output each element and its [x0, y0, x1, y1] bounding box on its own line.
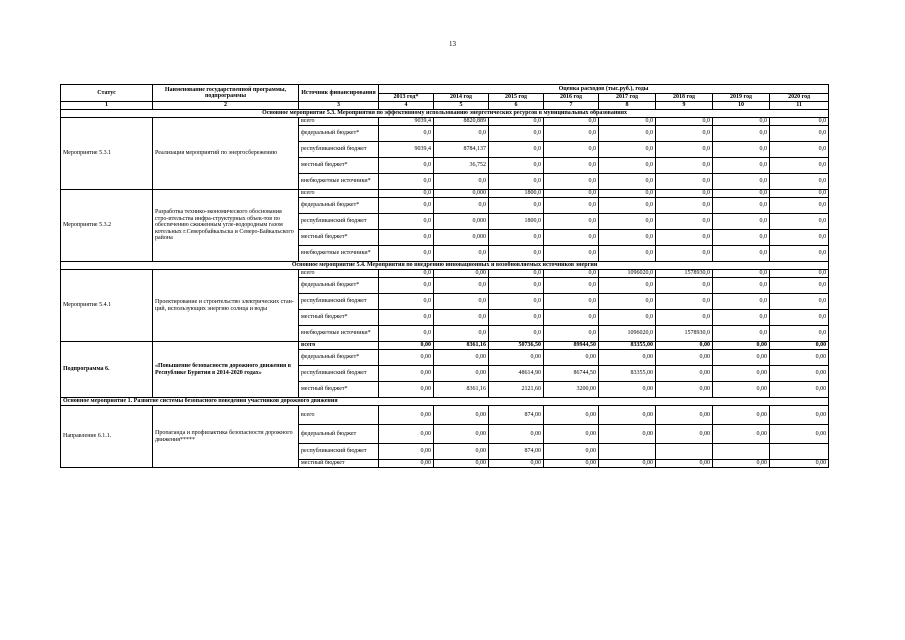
value-cell: 0,00	[656, 460, 713, 468]
value-cell: 0,0	[379, 278, 434, 294]
value-cell: 8784,137	[434, 142, 489, 158]
value-cell: 0,0	[770, 214, 829, 230]
header-col-number: 4	[379, 102, 434, 110]
value-cell: 0,00	[379, 425, 434, 444]
value-cell: 0,0	[544, 214, 599, 230]
header-estimate: Оценка расходов (тыс.руб.), годы	[379, 85, 829, 94]
funding-source-cell: федеральный бюджет*	[299, 198, 379, 214]
value-cell: 0,0	[434, 294, 489, 310]
section-row	[61, 110, 829, 118]
value-cell: 0,0	[713, 190, 770, 198]
value-cell: 0,0	[489, 174, 544, 190]
funding-source-cell: внебюджетные источники*	[299, 246, 379, 262]
value-cell: 0,00	[713, 382, 770, 398]
value-cell: 0,0	[379, 230, 434, 246]
value-cell: 0,00	[713, 366, 770, 382]
value-cell: 0,0	[544, 310, 599, 326]
value-cell: 0,00	[434, 460, 489, 468]
value-cell: 0,00	[379, 366, 434, 382]
value-cell: 0,0	[713, 214, 770, 230]
value-cell: 0,00	[656, 406, 713, 425]
value-cell: 0,0	[379, 326, 434, 342]
value-cell: 48614,90	[489, 366, 544, 382]
value-cell: 0,0	[599, 198, 656, 214]
section-row	[61, 262, 829, 270]
value-cell: 0,0	[379, 214, 434, 230]
funding-source-cell: республиканский бюджет	[299, 142, 379, 158]
value-cell: 0,0	[489, 326, 544, 342]
value-cell: 0,0	[770, 326, 829, 342]
value-cell: 0,0	[599, 142, 656, 158]
value-cell: 0,0	[656, 174, 713, 190]
header-status: Статус	[61, 85, 153, 102]
value-cell: 0,0	[489, 310, 544, 326]
value-cell: 83355,00	[599, 342, 656, 350]
value-cell: 0,00	[656, 366, 713, 382]
value-cell: 0,0	[434, 326, 489, 342]
value-cell: 0,00	[713, 460, 770, 468]
value-cell: 0,0	[544, 294, 599, 310]
value-cell: 0,00	[544, 460, 599, 468]
value-cell: 0,0	[379, 174, 434, 190]
value-cell: 0,0	[544, 230, 599, 246]
status-cell: Мероприятие 5.4.1	[61, 270, 153, 342]
value-cell: 0,00	[770, 460, 829, 468]
funding-source-cell: республиканский бюджет	[299, 366, 379, 382]
value-cell: 0,0	[656, 310, 713, 326]
header-year: 2014 год	[434, 94, 489, 102]
value-cell: 0,0	[379, 190, 434, 198]
value-cell: 0,00	[599, 460, 656, 468]
value-cell: 0,0	[489, 246, 544, 262]
value-cell: 0,0	[713, 270, 770, 278]
value-cell: 0,0	[544, 158, 599, 174]
value-cell: 874,00	[489, 444, 544, 460]
value-cell: 0,00	[434, 350, 489, 366]
funding-source-cell: всего	[299, 406, 379, 425]
value-cell: 0,0	[713, 294, 770, 310]
header-col-number: 5	[434, 102, 489, 110]
value-cell: 0,0	[599, 230, 656, 246]
value-cell: 0,0	[770, 174, 829, 190]
value-cell: 0,00	[599, 382, 656, 398]
value-cell: 0,0	[544, 118, 599, 126]
header-col-number: 6	[489, 102, 544, 110]
value-cell: 0,0	[544, 326, 599, 342]
value-cell: 0,0	[770, 118, 829, 126]
value-cell: 0,0	[599, 126, 656, 142]
header-year: 2016 год	[544, 94, 599, 102]
header-col-number: 2	[153, 102, 299, 110]
funding-source-cell: местный бюджет*	[299, 230, 379, 246]
value-cell: 89944,50	[544, 342, 599, 350]
value-cell: 0,0	[713, 118, 770, 126]
funding-source-cell: республиканский бюджет	[299, 294, 379, 310]
value-cell: 0,0	[379, 158, 434, 174]
value-cell: 0,0	[656, 230, 713, 246]
value-cell: 0,0	[770, 198, 829, 214]
header-program-name: Наименование государственной программы, подпрограммы	[153, 85, 299, 102]
value-cell: 1800,0	[489, 214, 544, 230]
value-cell	[599, 444, 656, 460]
value-cell: 0,0	[599, 118, 656, 126]
section-title: Основное мероприятие 5.4. Мероприятия по внедрению инновационных и возобновляемых источников энергии	[61, 262, 829, 270]
value-cell: 0,0	[713, 326, 770, 342]
header-col-number: 9	[656, 102, 713, 110]
section-title: Основное мероприятие 5.3. Мероприятия по эффективному использованию энергетических ресурсов в муниципальных образованиях	[61, 110, 829, 118]
value-cell: 0,00	[656, 350, 713, 366]
value-cell: 0,0	[599, 310, 656, 326]
value-cell: 0,0	[599, 294, 656, 310]
table-row	[61, 118, 829, 126]
program-name-cell: Реализация мероприятий по энергосбережению	[153, 118, 299, 190]
funding-source-cell: всего	[299, 270, 379, 278]
status-cell: Мероприятие 5.3.2	[61, 190, 153, 262]
value-cell: 0,0	[379, 270, 434, 278]
value-cell: 0,0	[770, 126, 829, 142]
value-cell: 0,0	[656, 158, 713, 174]
value-cell: 1578930,0	[656, 270, 713, 278]
value-cell: 0,0	[656, 214, 713, 230]
header-year: 2017 год	[599, 94, 656, 102]
value-cell: 0,00	[599, 425, 656, 444]
value-cell: 86744,50	[544, 366, 599, 382]
value-cell: 0,0	[544, 126, 599, 142]
value-cell: 8361,16	[434, 382, 489, 398]
section-title: Основное мероприятие 1. Развитие системы безопасного поведения участников дорожного движения	[61, 398, 829, 406]
value-cell: 0,0	[656, 246, 713, 262]
value-cell: 0,0	[713, 310, 770, 326]
value-cell: 0,0	[656, 126, 713, 142]
value-cell: 0,00	[770, 342, 829, 350]
value-cell: 0,00	[656, 425, 713, 444]
status-cell: Подпрограмма 6.	[61, 342, 153, 398]
value-cell: 0,0	[489, 118, 544, 126]
value-cell: 0,00	[379, 406, 434, 425]
header-year: 2013 год*	[379, 94, 434, 102]
header-year: 2020 год	[770, 94, 829, 102]
value-cell: 0,00	[770, 366, 829, 382]
value-cell: 0,00	[713, 342, 770, 350]
value-cell: 0,00	[434, 425, 489, 444]
header-year: 2015 год	[489, 94, 544, 102]
value-cell: 0,000	[434, 230, 489, 246]
value-cell: 0,0	[770, 278, 829, 294]
value-cell: 0,00	[434, 270, 489, 278]
header-col-number: 1	[61, 102, 153, 110]
value-cell: 0,0	[656, 190, 713, 198]
value-cell: 0,0	[489, 230, 544, 246]
value-cell: 36,752	[434, 158, 489, 174]
value-cell: 0,00	[379, 350, 434, 366]
value-cell: 0,0	[656, 294, 713, 310]
value-cell: 0,0	[713, 278, 770, 294]
value-cell: 9039,4	[379, 142, 434, 158]
value-cell: 0,00	[713, 350, 770, 366]
value-cell: 0,0	[379, 246, 434, 262]
value-cell: 0,0	[489, 270, 544, 278]
value-cell: 0,00	[770, 425, 829, 444]
page-number: 13	[449, 40, 456, 48]
value-cell: 0,0	[379, 294, 434, 310]
value-cell: 0,00	[434, 406, 489, 425]
value-cell: 0,0	[599, 246, 656, 262]
value-cell: 0,00	[544, 444, 599, 460]
value-cell: 0,0	[770, 190, 829, 198]
funding-source-cell: федеральный бюджет*	[299, 278, 379, 294]
value-cell: 0,0	[379, 310, 434, 326]
funding-source-cell: всего	[299, 118, 379, 126]
value-cell: 1578930,0	[656, 326, 713, 342]
section-row	[61, 398, 829, 406]
table-row	[61, 406, 829, 425]
table-row	[61, 342, 829, 350]
value-cell: 0,0	[489, 198, 544, 214]
value-cell: 50736,50	[489, 342, 544, 350]
budget-table	[60, 84, 829, 468]
value-cell: 9039,4	[379, 118, 434, 126]
funding-source-cell: всего	[299, 342, 379, 350]
value-cell: 0,00	[434, 366, 489, 382]
value-cell: 0,0	[770, 230, 829, 246]
value-cell: 1096020,0	[599, 326, 656, 342]
funding-source-cell: республиканский бюджет	[299, 214, 379, 230]
header-source: Источник финансирования	[299, 85, 379, 102]
value-cell: 0,0	[770, 246, 829, 262]
value-cell: 0,0	[770, 142, 829, 158]
value-cell: 0,0	[379, 198, 434, 214]
value-cell: 0,0	[656, 278, 713, 294]
value-cell: 0,0	[770, 158, 829, 174]
value-cell: 874,00	[489, 406, 544, 425]
value-cell: 0,0	[434, 246, 489, 262]
value-cell: 0,0	[489, 142, 544, 158]
value-cell: 0,0	[489, 278, 544, 294]
value-cell: 0,00	[544, 350, 599, 366]
value-cell: 0,0	[544, 174, 599, 190]
value-cell: 0,0	[434, 126, 489, 142]
value-cell: 0,00	[713, 406, 770, 425]
funding-source-cell: местный бюджет	[299, 460, 379, 468]
value-cell	[713, 444, 770, 460]
value-cell: 0,00	[544, 406, 599, 425]
value-cell: 0,0	[770, 270, 829, 278]
status-cell: Направление 6.1.1.	[61, 406, 153, 468]
header-col-number: 7	[544, 102, 599, 110]
value-cell: 0,00	[713, 425, 770, 444]
value-cell: 0,00	[489, 350, 544, 366]
funding-source-cell: внебюджетные источники*	[299, 174, 379, 190]
value-cell: 0,0	[713, 246, 770, 262]
value-cell: 0,0	[599, 174, 656, 190]
value-cell: 0,00	[770, 406, 829, 425]
value-cell: 0,0	[770, 294, 829, 310]
program-name-cell: Разработка технико-экономического обоснования стро-ительства инфра-структурных объек-тов по обеспечению сжиженным угле-водородным газом котельных г.Северобайкальска и Северо-Байкальского района	[153, 190, 299, 262]
value-cell: 0,000	[434, 190, 489, 198]
value-cell: 1800,0	[489, 190, 544, 198]
value-cell: 0,00	[489, 460, 544, 468]
value-cell: 0,00	[599, 406, 656, 425]
value-cell: 0,0	[489, 294, 544, 310]
value-cell: 0,00	[434, 444, 489, 460]
value-cell: 0,00	[656, 382, 713, 398]
funding-source-cell: федеральный бюджет*	[299, 350, 379, 366]
value-cell	[656, 444, 713, 460]
value-cell: 0,00	[379, 460, 434, 468]
program-name-cell: Пропаганда и профилактика безопасности дорожного движения*****	[153, 406, 299, 468]
value-cell: 0,0	[544, 246, 599, 262]
value-cell: 0,0	[656, 198, 713, 214]
value-cell: 0,00	[770, 350, 829, 366]
value-cell: 0,00	[379, 342, 434, 350]
program-name-cell: «Повышение безопасности дорожного движения в Республике Бурятия в 2014-2020 годах»	[153, 342, 299, 398]
value-cell: 0,0	[713, 174, 770, 190]
value-cell	[770, 444, 829, 460]
header-year: 2019 год	[713, 94, 770, 102]
value-cell: 0,00	[489, 425, 544, 444]
program-name-cell: Проектирование и строительство электрических стан-ций, использующих энергию солнца и воды	[153, 270, 299, 342]
funding-source-cell: федеральный бюджет*	[299, 126, 379, 142]
value-cell: 3200,00	[544, 382, 599, 398]
funding-source-cell: федеральный бюджет	[299, 425, 379, 444]
header-col-number: 8	[599, 102, 656, 110]
value-cell: 0,00	[379, 382, 434, 398]
value-cell: 0,0	[489, 126, 544, 142]
value-cell: 0,0	[656, 142, 713, 158]
value-cell: 0,0	[544, 278, 599, 294]
value-cell: 0,0	[713, 126, 770, 142]
value-cell: 0,0	[599, 158, 656, 174]
value-cell: 0,0	[599, 278, 656, 294]
value-cell: 0,00	[770, 382, 829, 398]
value-cell: 0,00	[379, 444, 434, 460]
value-cell: 0,0	[379, 126, 434, 142]
header-col-number: 3	[299, 102, 379, 110]
funding-source-cell: всего	[299, 190, 379, 198]
header-year: 2018 год	[656, 94, 713, 102]
value-cell: 0,00	[656, 342, 713, 350]
value-cell: 0,00	[599, 350, 656, 366]
value-cell: 0,0	[713, 230, 770, 246]
value-cell: 0,0	[544, 142, 599, 158]
funding-source-cell: республиканский бюджет	[299, 444, 379, 460]
value-cell: 0,0	[713, 142, 770, 158]
value-cell: 0,0	[599, 214, 656, 230]
value-cell: 0,0	[544, 198, 599, 214]
value-cell: 0,0	[713, 158, 770, 174]
value-cell: 0,00	[544, 425, 599, 444]
table-row	[61, 190, 829, 198]
value-cell: 0,0	[713, 198, 770, 214]
status-cell: Мероприятие 5.3.1	[61, 118, 153, 190]
table-row	[61, 270, 829, 278]
value-cell: 83355,00	[599, 366, 656, 382]
header-col-number: 10	[713, 102, 770, 110]
value-cell: 0,0	[434, 310, 489, 326]
value-cell: 8820,889	[434, 118, 489, 126]
value-cell: 8361,16	[434, 342, 489, 350]
value-cell: 0,0	[434, 278, 489, 294]
funding-source-cell: внебюджетные источники*	[299, 326, 379, 342]
value-cell: 1096020,0	[599, 270, 656, 278]
funding-source-cell: местный бюджет*	[299, 382, 379, 398]
value-cell: 0,0	[770, 310, 829, 326]
funding-source-cell: местный бюджет*	[299, 310, 379, 326]
value-cell: 0,0	[656, 118, 713, 126]
funding-source-cell: местный бюджет*	[299, 158, 379, 174]
value-cell: 0,0	[434, 174, 489, 190]
value-cell: 0,0	[489, 158, 544, 174]
value-cell: 0,0	[434, 198, 489, 214]
header-col-number: 11	[770, 102, 829, 110]
value-cell: 2121,60	[489, 382, 544, 398]
value-cell: 0,0	[544, 190, 599, 198]
value-cell: 0,000	[434, 214, 489, 230]
value-cell: 0,0	[544, 270, 599, 278]
value-cell: 0,0	[599, 190, 656, 198]
